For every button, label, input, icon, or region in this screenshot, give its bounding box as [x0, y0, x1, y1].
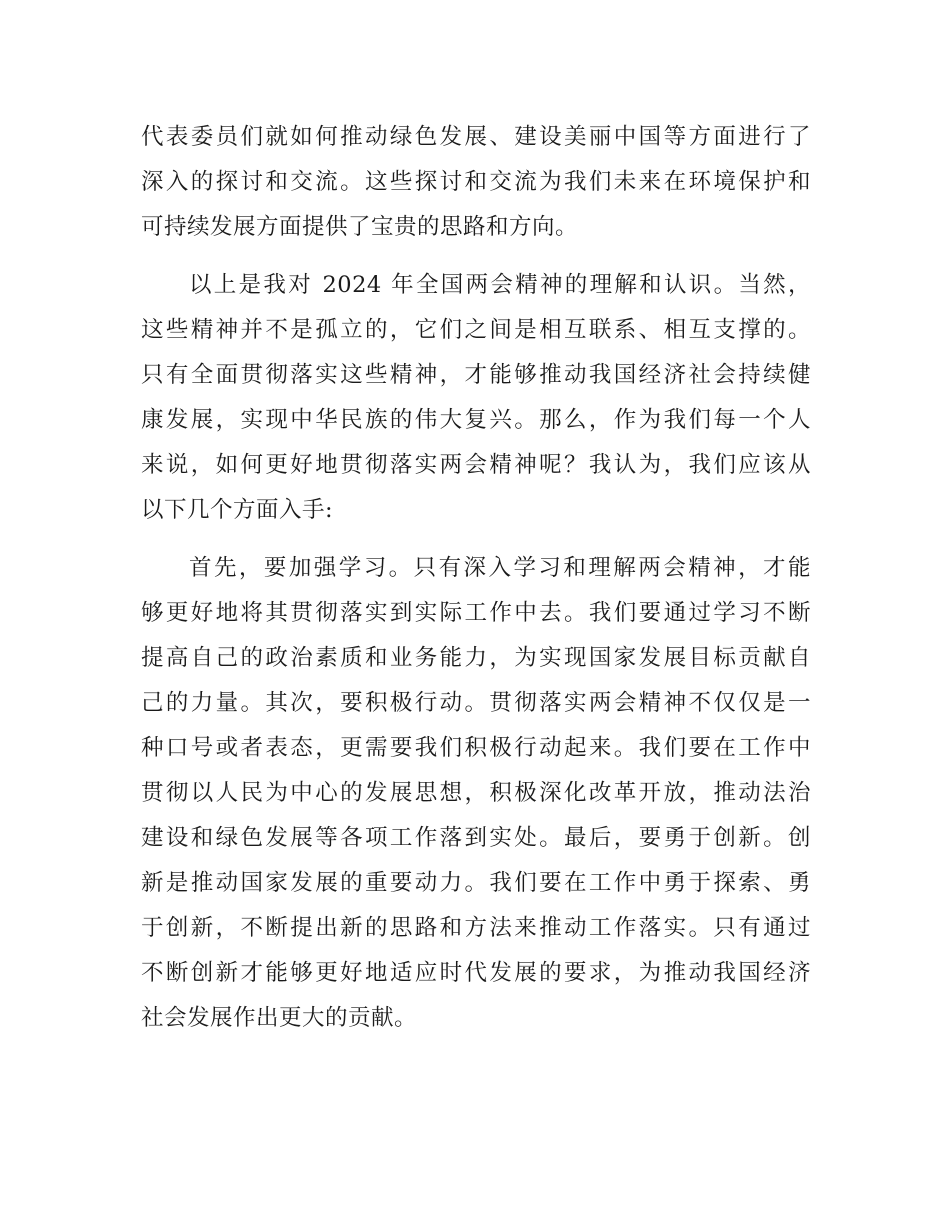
text-line: 己的力量。其次，要积极行动。贯彻落实两会精神不仅仅是一 — [141, 690, 811, 716]
text-line: 这些精神并不是孤立的，它们之间是相互联系、相互支撑的。 — [141, 317, 811, 343]
text-line: 深入的探讨和交流。这些探讨和交流为我们未来在环境保护和 — [141, 169, 811, 195]
text-line: 来说，如何更好地贯彻落实两会精神呢？我认为，我们应该从 — [141, 452, 811, 478]
text-line: 社会发展作出更大的贡献。 — [141, 1005, 418, 1031]
text-line: 只有全面贯彻落实这些精神，才能够推动我国经济社会持续健 — [141, 362, 811, 388]
text-line: 不断创新才能够更好地适应时代发展的要求，为推动我国经济 — [141, 960, 811, 986]
text-line: 以上是我对 2024 年全国两会精神的理解和认识。当然， — [189, 272, 811, 298]
text-line: 于创新，不断提出新的思路和方法来推动工作落实。只有通过 — [141, 915, 811, 941]
document-body — [141, 115, 811, 1054]
text-line: 首先，要加强学习。只有深入学习和理解两会精神，才能 — [189, 555, 811, 581]
text-line: 建设和绿色发展等各项工作落到实处。最后，要勇于创新。创 — [141, 825, 811, 851]
text-line: 贯彻以人民为中心的发展思想，积极深化改革开放，推动法治 — [141, 780, 811, 806]
text-line: 可持续发展方面提供了宝贵的思路和方向。 — [141, 214, 579, 240]
text-line: 提高自己的政治素质和业务能力，为实现国家发展目标贡献自 — [141, 645, 811, 671]
text-line: 以下几个方面入手: — [141, 497, 334, 523]
text-line: 种口号或者表态，更需要我们积极行动起来。我们要在工作中 — [141, 735, 811, 761]
text-line: 新是推动国家发展的重要动力。我们要在工作中勇于探索、勇 — [141, 870, 811, 896]
text-line: 康发展，实现中华民族的伟大复兴。那么，作为我们每一个人 — [141, 407, 811, 433]
text-line: 代表委员们就如何推动绿色发展、建设美丽中国等方面进行了 — [141, 124, 811, 150]
text-line: 够更好地将其贯彻落实到实际工作中去。我们要通过学习不断 — [141, 600, 811, 626]
paragraph-1 — [141, 115, 811, 250]
paragraph-3 — [141, 546, 811, 1041]
paragraph-2 — [141, 263, 811, 533]
